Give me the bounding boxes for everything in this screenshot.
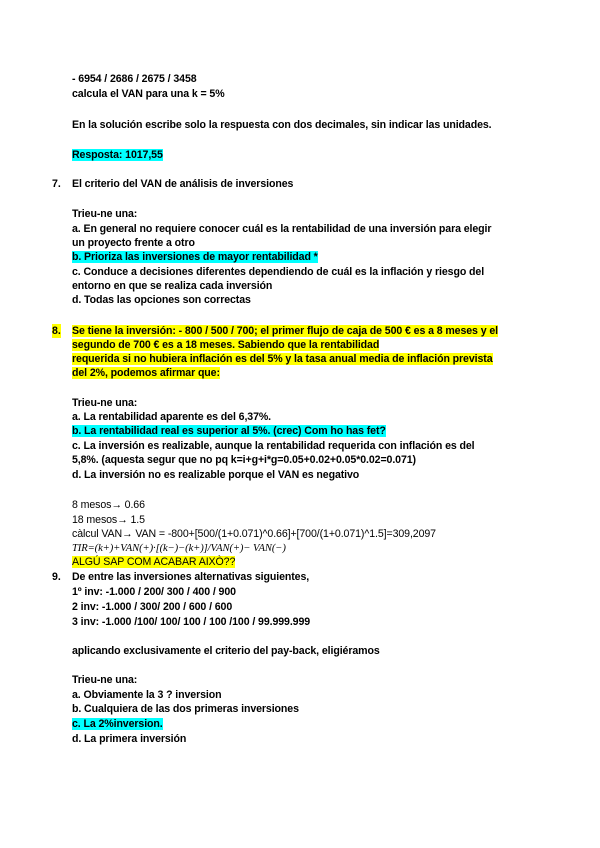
q9-option-d: d. La primera inversión (72, 733, 187, 745)
q8-option-d: d. La inversión no es realizable porque el VAN es negativo (72, 469, 360, 481)
q7-choose-label: Trieu-ne una: (72, 208, 138, 220)
q8-tir-formula: TIR=(k+)+VAN(+)·[(k−)−(k+)]/VAN(+)− VAN(−) (72, 543, 286, 554)
q7-option-c-line1: c. Conduce a decisiones diferentes dependiendo de cuál es la inflación y riesgo del (72, 266, 485, 278)
q8-note-18-months: 18 mesos→ 1.5 (72, 514, 145, 526)
q8-question-line1: Se tiene la inversión: - 800 / 500 / 700; el primer flujo de caja de 500 € es a 8 meses y el (72, 325, 498, 337)
q9-criterion: aplicando exclusivamente el criterio del pay-back, eligiéramos (72, 645, 380, 657)
q8-question-line4: del 2%, podemos afirmar que: (72, 367, 220, 379)
q9-investment-3: 3 inv: -1.000 /100/ 100/ 100 / 100 /100 / 99.999.999 (72, 616, 311, 628)
q9-investment-1: 1º inv: -1.000 / 200/ 300 / 400 / 900 (72, 586, 236, 598)
q8-choose-label: Trieu-ne una: (72, 397, 138, 409)
q9-number: 9. (52, 571, 61, 583)
q7-option-a-line2: un proyecto frente a otro (72, 237, 195, 249)
q8-note-8-months: 8 mesos→ 0.66 (72, 499, 145, 511)
q6-answer: Resposta: 1017,55 (72, 149, 163, 161)
q8-question-line3: requerida si no hubiera inflación es del 5% y la tasa anual media de inflación prevista (72, 353, 493, 365)
q7-question: El criterio del VAN de análisis de inversiones (72, 178, 294, 190)
q8-option-c-line2: 5,8%. (aquesta segur que no pq k=i+g+i*g=0.05+0.02+0.05*0.02=0.071) (72, 454, 416, 466)
q9-option-a: a. Obviamente la 3 ? inversion (72, 689, 222, 701)
q9-choose-label: Trieu-ne una: (72, 674, 138, 686)
q7-option-c-line2: entorno en que se realiza cada inversión (72, 280, 273, 292)
q7-option-b-selected: b. Prioriza las inversiones de mayor rentabilidad * (72, 251, 318, 263)
q9-question: De entre las inversiones alternativas siguientes, (72, 571, 310, 583)
q9-option-b: b. Cualquiera de las dos primeras inversiones (72, 703, 299, 715)
q9-option-c-selected: c. La 2%inversion. (72, 718, 163, 730)
q6-cash-flows: - 6954 / 2686 / 2675 / 3458 (72, 73, 197, 85)
q8-note-question: ALGÚ SAP COM ACABAR AIXÒ?? (72, 556, 236, 568)
q8-option-a: a. La rentabilidad aparente es del 6,37%. (72, 411, 272, 423)
q6-prompt: calcula el VAN para una k = 5% (72, 88, 225, 100)
q7-option-a-line1: a. En general no requiere conocer cuál es la rentabilidad de una inversión para elegir (72, 223, 492, 235)
q8-number: 8. (52, 325, 61, 337)
q7-option-d: d. Todas las opciones son correctas (72, 294, 251, 306)
q7-number: 7. (52, 178, 61, 190)
q6-instruction: En la solución escribe solo la respuesta con dos decimales, sin indicar las unidades. (72, 119, 492, 131)
q8-option-c-line1: c. La inversión es realizable, aunque la rentabilidad requerida con inflación es del (72, 440, 475, 452)
q8-question-line2: segundo de 700 € es a 18 meses. Sabiendo que la rentabilidad (72, 339, 380, 351)
q8-option-b-selected: b. La rentabilidad real es superior al 5%. (crec) Com ho has fet? (72, 425, 386, 437)
q9-investment-2: 2 inv: -1.000 / 300/ 200 / 600 / 600 (72, 601, 233, 613)
q8-note-van-calc: càlcul VAN→ VAN = -800+[500/(1+0.071)^0.66]+[700/(1+0.071)^1.5]=309,2097 (72, 528, 436, 540)
